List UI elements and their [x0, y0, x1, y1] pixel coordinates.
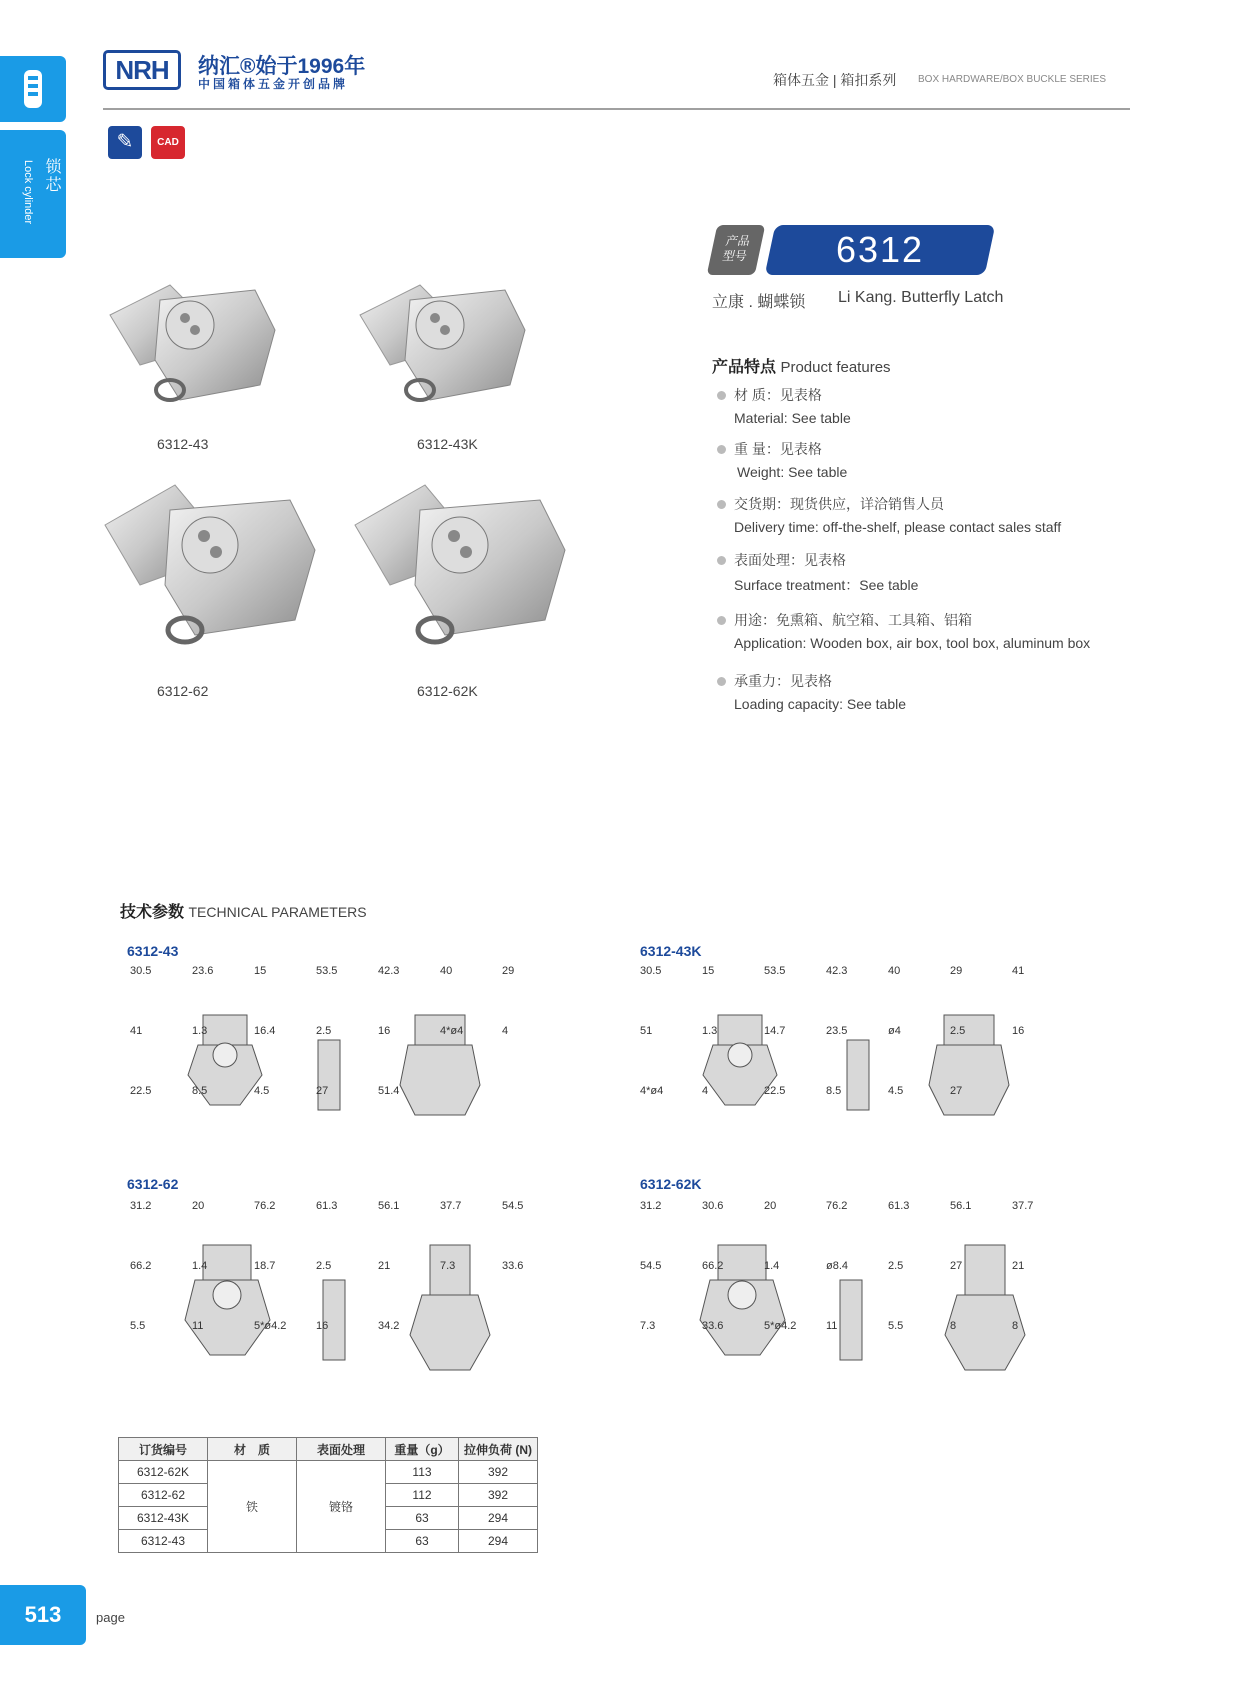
cell-code: 6312-62 [119, 1484, 208, 1507]
cell-weight: 63 [386, 1507, 459, 1530]
dimension-label: 53.5 [316, 965, 338, 977]
dimension-label: 41 [130, 1025, 143, 1037]
dimension-label: 1.3 [192, 1025, 208, 1037]
dimension-label: 33.6 [502, 1260, 524, 1272]
cell-load: 294 [459, 1507, 538, 1530]
cad-file-icon[interactable]: CAD [151, 126, 185, 159]
dimension-label: 76.2 [826, 1200, 848, 1212]
dimension-label: 56.1 [950, 1200, 972, 1212]
cell-weight: 63 [386, 1530, 459, 1553]
brand-logo: NRH [103, 50, 181, 90]
product-label: 6312-43K [417, 436, 478, 452]
dimension-label: 33.6 [702, 1320, 724, 1332]
dimension-label: 7.3 [640, 1320, 656, 1332]
side-tab-label-cn: 锁芯 [43, 158, 60, 194]
col-header: 订货编号 [119, 1438, 208, 1461]
side-tab-label-en: Lock cylinder [22, 160, 34, 225]
table-row [119, 1461, 538, 1484]
col-header: 材 质 [208, 1438, 297, 1461]
feature-cn: 材 质：见表格 [734, 387, 822, 403]
feature-en: Delivery time: off-the-shelf, please contact sales staff [734, 519, 1062, 535]
dimension-label: 5*ø4.2 [764, 1320, 797, 1332]
dimension-label: ø8.4 [826, 1260, 849, 1272]
feature-cn: 表面处理：见表格 [734, 552, 846, 568]
dimension-label: 41 [1012, 965, 1025, 977]
col-header: 拉伸负荷 (N) [459, 1438, 538, 1461]
brand-slogan: 纳汇®始于1996年 [198, 55, 366, 78]
model-number: 6312 [835, 229, 925, 270]
dimension-label: 8 [950, 1320, 957, 1332]
dimension-label: 61.3 [316, 1200, 338, 1212]
dimension-label: 15 [702, 965, 715, 977]
dimension-label: 15 [254, 965, 267, 977]
dimension-label: 18.7 [254, 1260, 276, 1272]
dimension-label: 16 [316, 1320, 329, 1332]
product-label: 6312-43 [157, 436, 209, 452]
dimension-label: 16 [378, 1025, 391, 1037]
dimension-label: 54.5 [640, 1260, 662, 1272]
cell-code: 6312-43K [119, 1507, 208, 1530]
dimension-label: 20 [764, 1200, 777, 1212]
cell-weight: 113 [386, 1461, 459, 1484]
page-label: page [96, 1610, 125, 1625]
tech-title-cn: 技术参数 [120, 904, 185, 921]
feature-en: Application: Wooden box, air box, tool box, aluminum box [734, 635, 1091, 651]
cell-code: 6312-62K [119, 1461, 208, 1484]
product-label: 6312-62K [417, 683, 478, 699]
dimension-label: 51 [640, 1025, 653, 1037]
cell-surface: 镀铬 [297, 1461, 386, 1553]
dimension-label: 21 [378, 1260, 391, 1272]
cell-weight: 112 [386, 1484, 459, 1507]
tech-title-en: TECHNICAL PARAMETERS [188, 904, 367, 920]
dimension-label: 14.7 [764, 1025, 786, 1037]
dimension-label: 76.2 [254, 1200, 276, 1212]
feature-cn: 用途：免熏箱、航空箱、工具箱、铝箱 [734, 612, 972, 628]
dimension-label: 5.5 [888, 1320, 904, 1332]
category-cn: 箱体五金 | 箱扣系列 [773, 72, 897, 88]
dimension-label: ø4 [888, 1025, 901, 1037]
dimension-label: 56.1 [378, 1200, 400, 1212]
page-number: 513 [0, 1585, 86, 1645]
dimension-label: 31.2 [130, 1200, 152, 1212]
dimension-label: 42.3 [378, 965, 400, 977]
feature-cn: 重 量：见表格 [734, 441, 822, 457]
brand-tagline: 中国箱体五金开创品牌 [198, 77, 349, 91]
dimension-label: 1.4 [764, 1260, 780, 1272]
dimension-label: 30.5 [640, 965, 662, 977]
dimension-label: 4.5 [254, 1085, 270, 1097]
dimension-label: 54.5 [502, 1200, 524, 1212]
feature-en: Weight: See table [737, 464, 848, 480]
dimension-label: 30.5 [130, 965, 152, 977]
dimension-label: 11 [826, 1320, 838, 1332]
feature-en: Material: See table [734, 410, 851, 426]
drawing-label: 6312-43 [127, 943, 179, 959]
drawing-label: 6312-62 [127, 1176, 179, 1192]
dimension-label: 5.5 [130, 1320, 146, 1332]
cell-load: 392 [459, 1484, 538, 1507]
table-header-row [119, 1438, 538, 1461]
dimension-label: 11 [192, 1320, 204, 1332]
feature-en: Surface treatment：See table [734, 577, 919, 593]
cell-load: 294 [459, 1530, 538, 1553]
dimension-label: 2.5 [316, 1260, 332, 1272]
feature-cn: 交货期：现货供应，详洽销售人员 [734, 496, 944, 512]
dimension-label: 5*ø4.2 [254, 1320, 287, 1332]
dimension-label: 20 [192, 1200, 205, 1212]
dimension-label: 2.5 [316, 1025, 332, 1037]
dimension-label: 66.2 [702, 1260, 724, 1272]
dimension-label: 2.5 [888, 1260, 904, 1272]
dimension-label: 4*ø4 [440, 1025, 464, 1037]
dimension-label: 8.5 [826, 1085, 842, 1097]
features-title-en: Product features [780, 359, 891, 376]
dimension-label: 51.4 [378, 1085, 400, 1097]
product-name-en: Li Kang. Butterfly Latch [838, 289, 1004, 306]
dimension-label: 27 [950, 1085, 963, 1097]
model-label-text: 产品型号 [721, 234, 752, 263]
product-label: 6312-62 [157, 683, 209, 699]
dimension-label: 22.5 [764, 1085, 786, 1097]
dimension-label: 2.5 [950, 1025, 966, 1037]
col-header: 表面处理 [297, 1438, 386, 1461]
drawing-label: 6312-62K [640, 1176, 702, 1192]
design-tools-icon[interactable]: ✎ [108, 126, 142, 159]
dimension-label: 16.4 [254, 1025, 276, 1037]
col-header: 重量（g） [386, 1438, 459, 1461]
feature-en: Loading capacity: See table [734, 696, 907, 712]
spec-table [118, 1437, 538, 1553]
dimension-label: 27 [950, 1260, 963, 1272]
dimension-label: 42.3 [826, 965, 848, 977]
dimension-label: 1.4 [192, 1260, 208, 1272]
dimension-label: 29 [950, 965, 963, 977]
dimension-label: 34.2 [378, 1320, 400, 1332]
dimension-label: 4.5 [888, 1085, 904, 1097]
dimension-label: 4*ø4 [640, 1085, 664, 1097]
features-title-cn: 产品特点 [712, 359, 777, 376]
dimension-label: 53.5 [764, 965, 786, 977]
dimension-label: 61.3 [888, 1200, 910, 1212]
dimension-label: 4 [702, 1085, 709, 1097]
dimension-label: 27 [316, 1085, 329, 1097]
dimension-label: 40 [888, 965, 901, 977]
cell-load: 392 [459, 1461, 538, 1484]
dimension-label: 7.3 [440, 1260, 456, 1272]
dimension-label: 23.6 [192, 965, 214, 977]
drawing-label: 6312-43K [640, 943, 702, 959]
dimension-label: 1.3 [702, 1025, 718, 1037]
dimension-label: 23.5 [826, 1025, 848, 1037]
dimension-label: 8.5 [192, 1085, 208, 1097]
category-en: BOX HARDWARE/BOX BUCKLE SERIES [918, 74, 1107, 85]
cell-material: 铁 [208, 1461, 297, 1553]
dimension-label: 66.2 [130, 1260, 152, 1272]
dimension-label: 31.2 [640, 1200, 662, 1212]
dimension-label: 22.5 [130, 1085, 152, 1097]
feature-cn: 承重力：见表格 [734, 673, 832, 689]
dimension-label: 40 [440, 965, 453, 977]
dimension-label: 4 [502, 1025, 509, 1037]
dimension-label: 37.7 [1012, 1200, 1034, 1212]
product-name-cn: 立康 . 蝴蝶锁 [712, 294, 806, 311]
dimension-label: 29 [502, 965, 515, 977]
dimension-label: 37.7 [440, 1200, 462, 1212]
dimension-label: 21 [1012, 1260, 1025, 1272]
dimension-label: 16 [1012, 1025, 1025, 1037]
dimension-label: 8 [1012, 1320, 1019, 1332]
cell-code: 6312-43 [119, 1530, 208, 1553]
dimension-label: 30.6 [702, 1200, 724, 1212]
